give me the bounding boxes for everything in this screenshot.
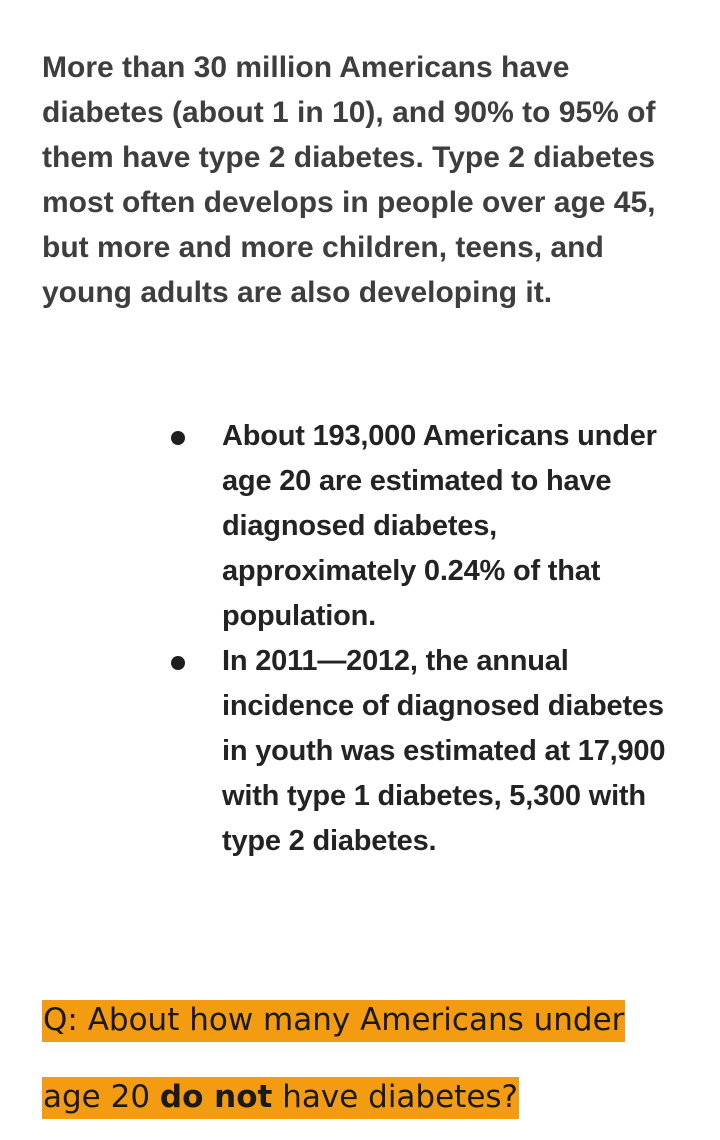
bullet-icon xyxy=(171,656,185,670)
list-item-text: About 193,000 Americans under age 20 are estimated to have diagnosed diabetes, approximately 0.24% of that population. xyxy=(222,420,657,632)
question-line-2 xyxy=(42,1077,519,1119)
bullet-icon xyxy=(171,431,185,445)
question-line-2-end: have diabetes? xyxy=(272,1079,519,1115)
question-text xyxy=(42,982,682,1136)
list-item xyxy=(165,414,685,639)
question-emphasis: do not xyxy=(159,1079,273,1115)
list-item-text: In 2011—2012, the annual incidence of diagnosed diabetes in youth was estimated at 17,900 with type 1 diabetes, 5,300 with type 2 diabetes. xyxy=(222,645,666,857)
question-line-2-start: age 20 xyxy=(43,1079,160,1115)
question-line-1: Q: About how many Americans under xyxy=(42,1000,625,1042)
list-item xyxy=(165,639,685,864)
intro-paragraph: More than 30 million Americans have diabetes (about 1 in 10), and 90% to 95% of them have type 2 diabetes. Type 2 diabetes most often develops in people over age 45, but more and more children, teens, and young adults are also developing it. xyxy=(42,51,656,309)
facts-list xyxy=(165,414,685,864)
